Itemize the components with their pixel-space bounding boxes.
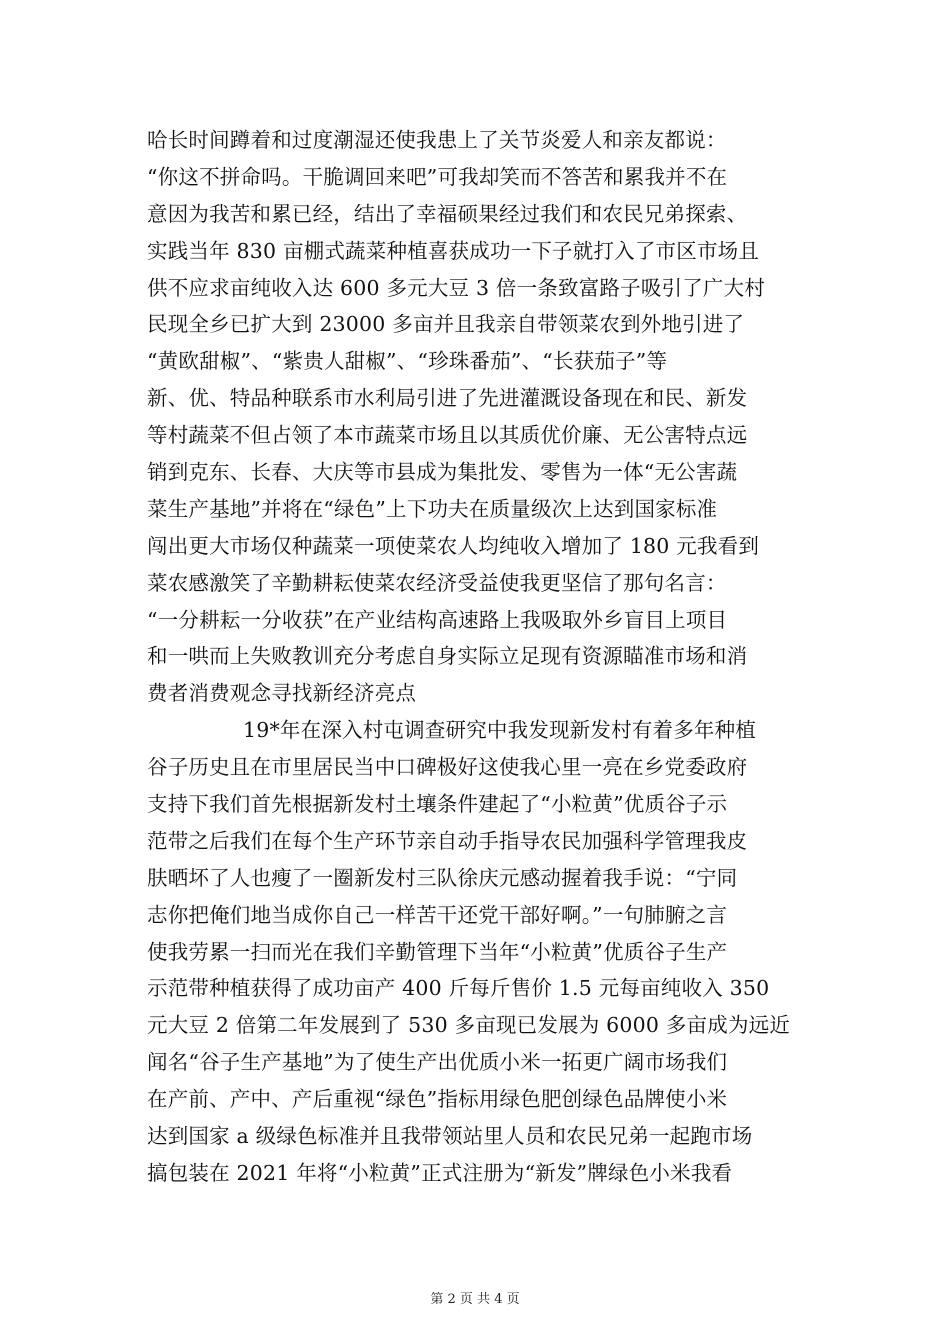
text-line: “黄欧甜椒”、“紫贵人甜椒”、“珍珠番茄”、“长获茄子”等 (147, 349, 668, 374)
paragraph-start-line: 19*年在深入村屯调查研究中我发现新发村有着多年种植 (243, 718, 757, 743)
body-text (147, 122, 817, 1192)
text-line: 费者消费观念寻找新经济亮点 (147, 681, 417, 706)
text-line: 民现全乡已扩大到 23000 多亩并且我亲自带领菜农到外地引进了 (147, 312, 745, 337)
text-line: 达到国家 a 级绿色标准并且我带领站里人员和农民兄弟一起跑市场 (147, 1124, 753, 1149)
text-line: 意因为我苦和累已经，结出了幸福硕果经过我们和农民兄弟探索、 (147, 201, 748, 226)
text-line: 哈长时间蹲着和过度潮湿还使我患上了关节炎爱人和亲友都说： (147, 128, 727, 152)
text-line: 菜农感激笑了辛勤耕耘使菜农经济受益使我更坚信了那句名言： (147, 570, 727, 595)
text-line: 搞包装在 2021 年将“小粒黄”正式注册为“新发”牌绿色小米我看 (147, 1160, 733, 1185)
text-line: 闻名“谷子生产基地”为了使生产出优质小米一拓更广阔市场我们 (147, 1050, 728, 1075)
text-line: 谷子历史且在市里居民当中口碑极好这使我心里一亮在乡党委政府 (147, 755, 748, 780)
text-line: 闯出更大市场仅种蔬菜一项使菜农人均纯收入增加了 180 元我看到 (147, 533, 760, 558)
text-line: “一分耕耘一分收获”在产业结构高速路上我吸取外乡盲目上项目 (147, 607, 728, 632)
page-number-footer: 第 2 页 共 4 页 (430, 1292, 520, 1307)
text-line: 志你把俺们地当成你自己一样苦干还党干部好啊。”一句肺腑之言 (147, 902, 728, 927)
text-line: 新、优、特品种联系市水利局引进了先进灌溉设备现在和民、新发 (147, 386, 748, 411)
text-line: 使我劳累一扫而光在我们辛勤管理下当年“小粒黄”优质谷子生产 (147, 939, 728, 964)
text-line: 肤晒坏了人也瘦了一圈新发村三队徐庆元感动握着我手说：“宁同 (147, 865, 738, 890)
text-line: 元大豆 2 倍第二年发展到了 530 多亩现已发展为 6000 多亩成为远近 (147, 1013, 791, 1038)
text-line: 销到克东、长春、大庆等市县成为集批发、零售为一体“无公害蔬 (147, 460, 738, 485)
text-line: “你这不拼命吗。干脆调回来吧”可我却笑而不答苦和累我并不在 (147, 164, 728, 189)
text-line: 支持下我们首先根据新发村土壤条件建起了“小粒黄”优质谷子示 (147, 792, 728, 817)
text-line: 在产前、产中、产后重视“绿色”指标用绿色肥创绿色品牌使小米 (147, 1087, 728, 1112)
text-line: 和一哄而上失败教训充分考虑自身实际立足现有资源瞄准市场和消 (147, 644, 748, 669)
text-line: 等村蔬菜不但占领了本市蔬菜市场且以其质优价廉、无公害特点远 (147, 423, 748, 448)
text-line: 范带之后我们在每个生产环节亲自动手指导农民加强科学管理我皮 (147, 828, 748, 853)
text-line: 示范带种植获得了成功亩产 400 斤每斤售价 1.5 元每亩纯收入 350 (147, 976, 770, 1001)
text-line: 实践当年 830 亩棚式蔬菜种植喜获成功一下子就打入了市区市场且 (147, 238, 760, 263)
text-line: 菜生产基地”并将在“绿色”上下功夫在质量级次上达到国家标准 (147, 496, 718, 521)
text-line: 供不应求亩纯收入达 600 多元大豆 3 倍一条致富路子吸引了广大村 (147, 275, 766, 300)
